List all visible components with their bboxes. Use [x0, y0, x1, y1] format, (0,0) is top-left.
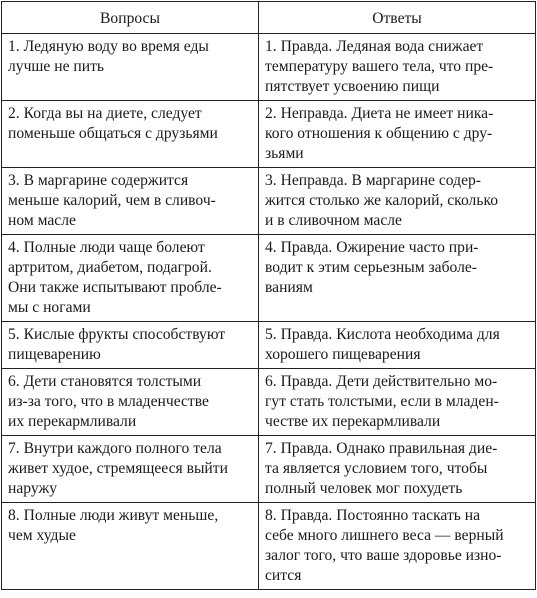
question-cell — [2, 369, 259, 436]
answer-cell — [259, 34, 536, 101]
question-line: пищеварению — [8, 346, 101, 363]
question-line: 8. Полные люди живут меньше, — [8, 507, 219, 524]
question-line: наружу — [8, 480, 58, 497]
table-row — [2, 436, 536, 503]
table-row — [2, 34, 536, 101]
answer-line: себе много лишнего веса — верный — [265, 527, 504, 544]
question-line: их перекармливали — [8, 413, 137, 430]
answer-line: 4. Правда. Ожирение часто при- — [265, 239, 479, 256]
answer-cell — [259, 235, 536, 322]
qa-table — [1, 1, 536, 590]
question-line: 1. Ледяную воду во время еды — [8, 38, 209, 55]
answer-line: хорошего пищеварения — [265, 346, 421, 363]
answer-cell — [259, 369, 536, 436]
answer-line: 1. Правда. Ледяная вода снижает — [265, 38, 484, 55]
question-cell — [2, 34, 259, 101]
answer-cell — [259, 503, 536, 590]
answer-line: 7. Правда. Однако правильная дие- — [265, 440, 498, 457]
table-row — [2, 235, 536, 322]
question-line: 2. Когда вы на диете, следует — [8, 105, 202, 122]
question-line: ном масле — [8, 212, 76, 229]
answer-line: сится — [265, 567, 302, 584]
question-line: 5. Кислые фрукты способствуют — [8, 326, 226, 343]
header-questions: Вопросы — [2, 2, 259, 34]
question-line: артритом, диабетом, подагрой. — [8, 259, 212, 276]
answer-line: пятствует усвоению пищи — [265, 78, 440, 95]
answer-line: ваниям — [265, 279, 313, 296]
answer-cell — [259, 168, 536, 235]
table-row — [2, 168, 536, 235]
question-line: лучше не пить — [8, 58, 105, 75]
table-row — [2, 503, 536, 590]
answer-line: 8. Правда. Постоянно таскать на — [265, 507, 481, 524]
table-row — [2, 101, 536, 168]
question-line: меньше калорий, чем в сливоч- — [8, 192, 216, 209]
answer-line: жится столько же калорий, сколько — [265, 192, 499, 209]
answer-line: температуру вашего тела, что пре- — [265, 58, 494, 75]
answer-line: зьями — [265, 145, 304, 162]
question-cell — [2, 101, 259, 168]
question-line: поменьше общаться с друзьями — [8, 125, 218, 142]
question-cell — [2, 168, 259, 235]
answer-line: кого отношения к общению с дру- — [265, 125, 493, 142]
answer-line: 5. Правда. Кислота необходима для — [265, 326, 500, 343]
header-row — [2, 2, 536, 34]
question-line: 3. В маргарине содержится — [8, 172, 189, 189]
question-cell — [2, 503, 259, 590]
question-line: чем худые — [8, 527, 76, 544]
answer-line: 6. Правда. Дети действительно мо- — [265, 373, 498, 390]
question-line: 6. Дети становятся толстыми — [8, 373, 202, 390]
table-row — [2, 322, 536, 369]
answer-line: и в сливочном масле — [265, 212, 402, 229]
answer-line: полный человек мог похудеть — [265, 480, 463, 497]
question-line: Они также испытывают пробле- — [8, 279, 222, 296]
table-row — [2, 369, 536, 436]
question-line: мы с ногами — [8, 299, 91, 316]
answer-cell — [259, 101, 536, 168]
answer-line: залог того, что ваше здоровье изно- — [265, 547, 502, 564]
answer-cell — [259, 322, 536, 369]
answer-line: честве их перекармливали — [265, 413, 441, 430]
answer-line: гут стать толстыми, если в младен- — [265, 393, 499, 410]
question-line: живет худое, стремящееся выйти — [8, 460, 228, 477]
answer-line: водит к этим серьезным заболе- — [265, 259, 477, 276]
question-cell — [2, 235, 259, 322]
question-line: 4. Полные люди чаще болеют — [8, 239, 205, 256]
question-line: из-за того, что в младенчестве — [8, 393, 209, 410]
answer-line: 2. Неправда. Диета не имеет ника- — [265, 105, 494, 122]
answer-cell — [259, 436, 536, 503]
question-cell — [2, 436, 259, 503]
header-answers: Ответы — [259, 2, 536, 34]
answer-line: 3. Неправда. В маргарине содер- — [265, 172, 481, 189]
answer-line: та является условием того, чтобы — [265, 460, 488, 477]
question-cell — [2, 322, 259, 369]
question-line: 7. Внутри каждого полного тела — [8, 440, 222, 457]
